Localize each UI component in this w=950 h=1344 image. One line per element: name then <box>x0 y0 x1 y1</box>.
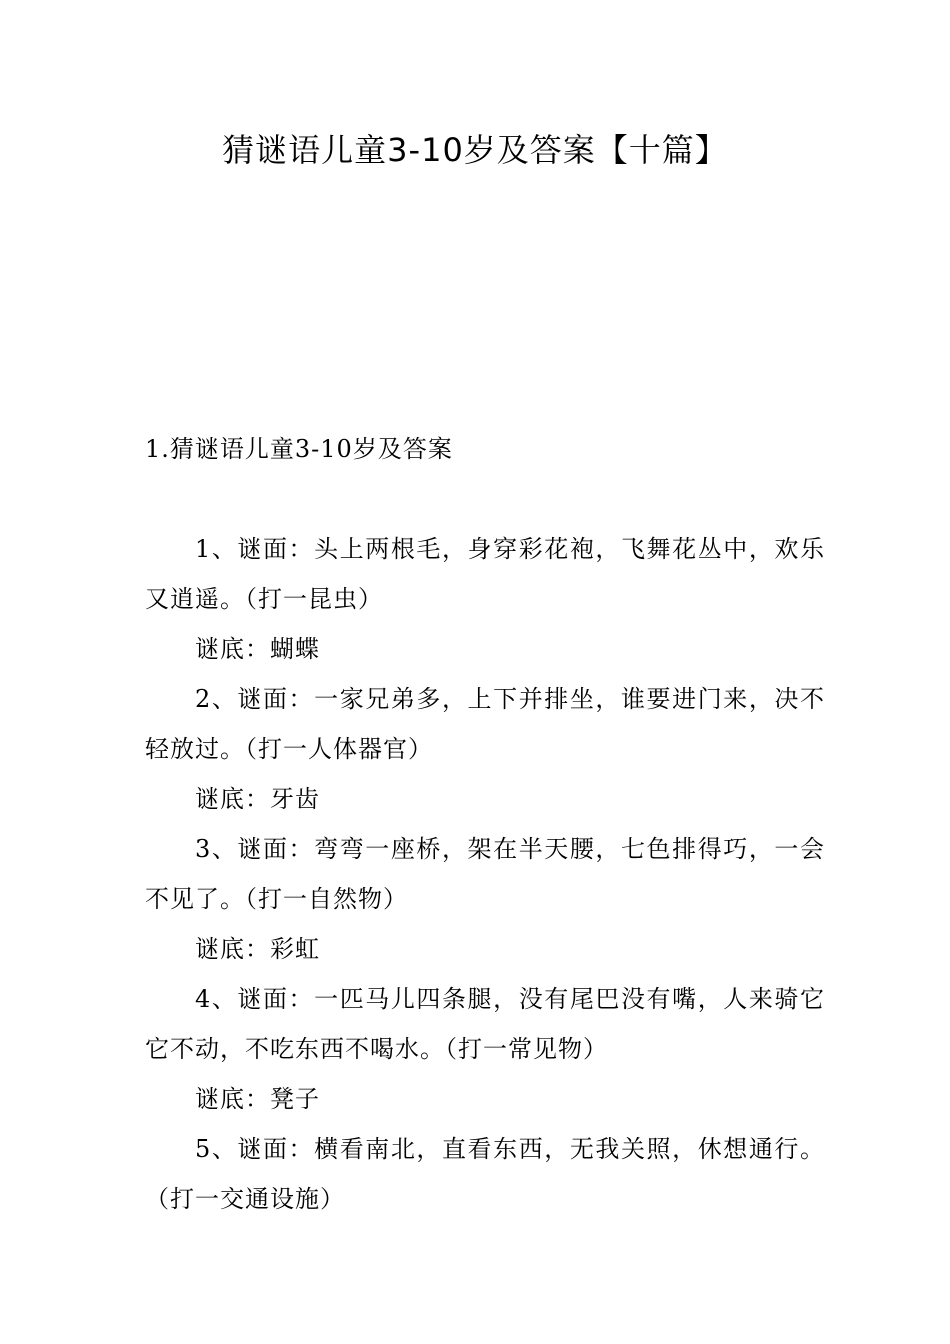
riddle-question-4: 4、谜面：一匹马儿四条腿，没有尾巴没有嘴，人来骑它它不动，不吃东西不喝水。（打一常见物） <box>145 985 825 1063</box>
riddle-answer-1: 谜底：蝴蝶 <box>195 635 320 663</box>
riddle-question-5: 5、谜面：横看南北，直看东西，无我关照，休想通行。（打一交通设施） <box>145 1135 825 1213</box>
section-heading: 1.猜谜语儿童3-10岁及答案 <box>145 435 453 463</box>
riddle-answer-3: 谜底：彩虹 <box>195 935 320 963</box>
riddle-question-1: 1、谜面：头上两根毛，身穿彩花袍，飞舞花丛中，欢乐又逍遥。（打一昆虫） <box>145 535 825 613</box>
riddle-answer-2: 谜底：牙齿 <box>195 785 320 813</box>
riddle-question-3: 3、谜面：弯弯一座桥，架在半天腰，七色排得巧，一会不见了。（打一自然物） <box>145 835 825 913</box>
riddle-answer-4: 谜底：凳子 <box>195 1085 320 1113</box>
riddle-question-2: 2、谜面：一家兄弟多，上下并排坐，谁要进门来，决不轻放过。（打一人体器官） <box>145 685 825 763</box>
document-title: 猜谜语儿童3-10岁及答案【十篇】 <box>222 131 728 169</box>
riddle-list <box>145 524 825 1224</box>
